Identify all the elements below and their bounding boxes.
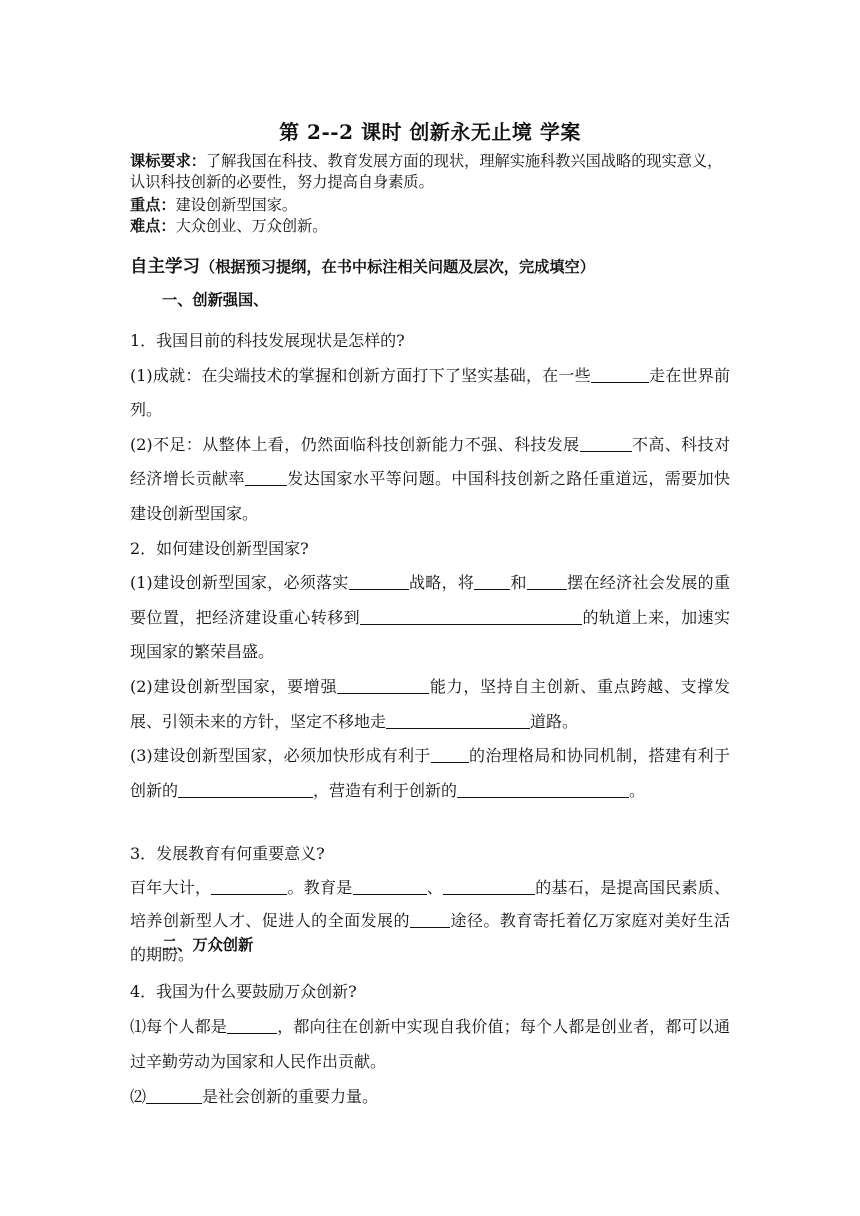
text-span: 能力，坚持自主创新、重点跨越、支撑发展、引领未来的方针，坚定不移地走 (130, 676, 730, 731)
text-span: 道路。 (530, 711, 579, 731)
text-span: 摆在经济社会发展的重要位置，把经济建设重心转移到 (130, 573, 730, 627)
fill-blank[interactable] (474, 572, 510, 590)
curriculum-requirement (130, 151, 730, 193)
questions-block-3 (130, 974, 730, 1114)
requirement-text: 了解我国在科技、教育发展方面的现状，理解实施科教兴国战略的现实意义，认识科技创新的必要性，努力提高自身素质。 (130, 152, 723, 191)
text-span: 走在世界前列。 (130, 365, 730, 420)
text-span: ⑴每个人都是 (130, 1017, 228, 1036)
text-span: ，营造有利于创新的 (313, 780, 458, 800)
fill-blank[interactable] (431, 745, 469, 763)
fill-blank[interactable] (580, 434, 632, 452)
text-span: ⑵ (130, 1087, 147, 1106)
self-study-note: （根据预习提纲，在书中标注相关问题及层次，完成填空） (200, 258, 595, 276)
text-span: 。教育是 (287, 877, 353, 897)
fill-blank[interactable] (245, 468, 287, 486)
text-span: 途径。教育寄托着亿万家庭对美好生活的期盼。 (130, 911, 730, 964)
text-span: 的轨道上来，加速实现国家的繁荣昌盛。 (130, 607, 730, 662)
difficult-point-text: 大众创业、万众创新。 (175, 217, 328, 235)
text-span: 。 (629, 780, 646, 800)
page-title: 第 2--2 课时 创新永无止境 学案 (279, 120, 581, 144)
text-span: 战略，将 (408, 573, 475, 593)
questions-block-1 (130, 324, 730, 808)
fill-blank[interactable] (353, 877, 427, 895)
text-span: 的基石，是提高国民素质、培养创新型人才、促进人的全面发展的 (130, 877, 730, 930)
fill-blank[interactable] (443, 877, 535, 895)
key-point-label: 重点： (130, 196, 176, 214)
question-2-answer-2 (130, 670, 730, 739)
question-3: 3．发展教育有何重要意义? (130, 844, 325, 863)
fill-blank[interactable] (410, 910, 450, 928)
fill-blank[interactable] (386, 711, 530, 729)
text-span: 的治理格局和协同机制，搭建有利于创新的 (130, 746, 730, 800)
fill-blank[interactable] (527, 572, 567, 590)
question-4-answer-1 (130, 1009, 730, 1079)
text-span: (3)建设创新型国家，必须加快形成有利于 (130, 746, 431, 766)
text-span: 发达国家水平等问题。中国科技创新之路任重道远，需要加快建设创新型国家。 (130, 469, 730, 523)
text-span: ，都向往在创新中实现自我价值；每个人都是创业者，都可以通过辛勤劳动为国家和人民作出贡献。 (130, 1017, 730, 1071)
question-2-answer-3 (130, 739, 730, 808)
text-span: 是社会创新的重要力量。 (202, 1087, 379, 1106)
fill-blank[interactable] (178, 780, 313, 798)
question-2-answer-1 (130, 566, 730, 670)
fill-blank[interactable] (360, 607, 582, 625)
self-study-heading (130, 253, 770, 278)
fill-blank[interactable] (349, 572, 409, 590)
fill-blank[interactable] (591, 365, 649, 383)
question-3-answer-1 (130, 871, 730, 972)
fill-blank[interactable] (457, 780, 629, 798)
key-point-text: 建设创新型国家。 (175, 196, 298, 214)
difficult-point-label: 难点： (130, 217, 176, 235)
question-1-answer-1 (130, 359, 730, 428)
text-span: 和 (510, 573, 527, 593)
fill-blank[interactable] (337, 676, 429, 694)
requirement-label: 课标要求： (130, 152, 206, 170)
fill-blank[interactable] (146, 1086, 202, 1104)
self-study-title: 自主学习 (130, 257, 200, 277)
key-point (130, 195, 730, 216)
fill-blank[interactable] (211, 877, 287, 895)
text-span: (2)不足：从整体上看，仍然面临科技创新能力不强、科技发展 (130, 434, 580, 454)
text-span: 、 (426, 877, 443, 897)
text-span: 百年大计， (130, 877, 212, 897)
section-heading-1: 一、创新强国、 (162, 291, 269, 309)
difficult-point (130, 216, 730, 237)
question-1: 1．我国目前的科技发展现状是怎样的? (130, 331, 405, 350)
question-2: 2．如何建设创新型国家? (130, 538, 309, 558)
section-heading-2: 二、万众创新 (162, 936, 254, 954)
fill-blank[interactable] (227, 1016, 277, 1034)
question-4-answer-2 (130, 1079, 730, 1114)
text-span: (1)建设创新型国家，必须落实 (130, 573, 349, 593)
question-4: 4．我国为什么要鼓励万众创新? (130, 982, 357, 1001)
question-1-answer-2 (130, 428, 730, 532)
text-span: (1)成就：在尖端技术的掌握和创新方面打下了坚实基础，在一些 (130, 365, 591, 385)
text-span: 不高、科技对经济增长贡献率 (130, 434, 730, 489)
text-span: (2)建设创新型国家，要增强 (130, 676, 338, 696)
